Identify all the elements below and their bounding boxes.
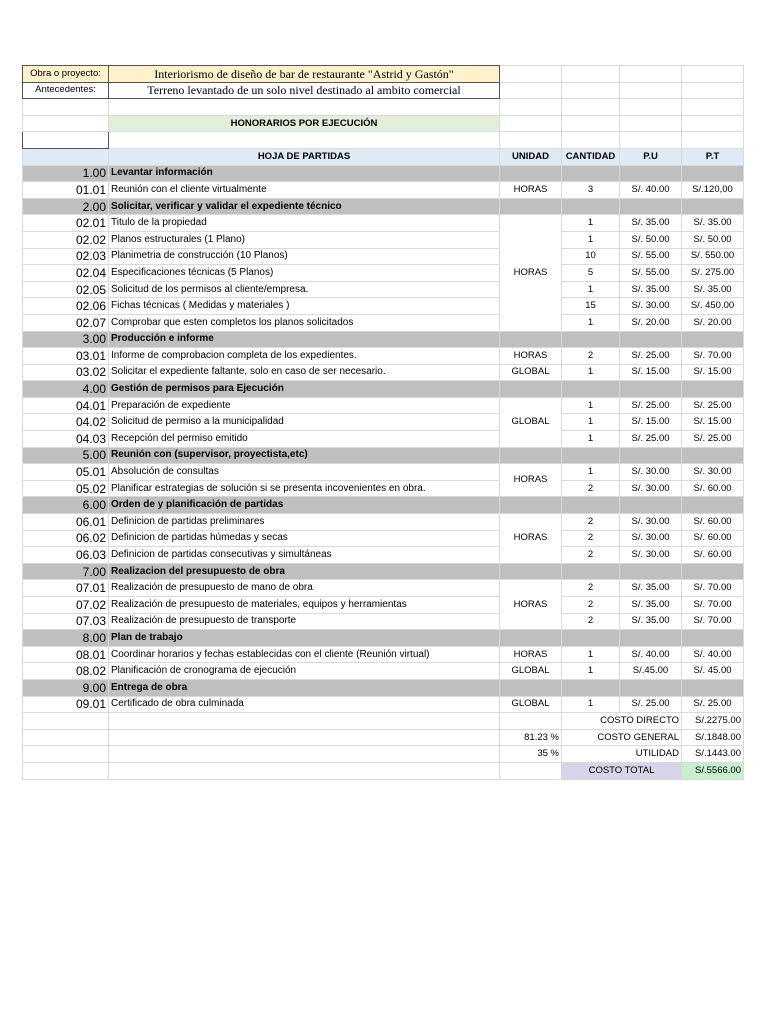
group-row xyxy=(23,198,744,215)
empty-cell xyxy=(682,132,744,149)
item-total-price: S/. 35.00 xyxy=(682,215,744,232)
item-total-price: S/. 15.00 xyxy=(682,364,744,381)
item-description[interactable]: Planimetria de construcción (10 Planos) xyxy=(109,248,500,265)
empty-cell xyxy=(682,82,744,99)
item-row xyxy=(23,215,744,232)
group-title: Realizacion del presupuesto de obra xyxy=(109,563,500,580)
header-hoja: HOJA DE PARTIDAS xyxy=(109,148,500,165)
item-description[interactable]: Definicion de partidas preliminares xyxy=(109,514,500,531)
item-code: 04.03 xyxy=(23,431,109,448)
item-row xyxy=(23,646,744,663)
item-total-price: S/. 25.00 xyxy=(682,696,744,713)
group-row xyxy=(23,563,744,580)
empty-cell xyxy=(23,115,109,132)
item-row xyxy=(23,314,744,331)
group-code: 3.00 xyxy=(23,331,109,348)
empty-cell xyxy=(500,563,562,580)
item-description[interactable]: Fichas técnicas ( Medidas y materiales ) xyxy=(109,298,500,315)
group-title: Levantar información xyxy=(109,165,500,182)
item-code: 04.02 xyxy=(23,414,109,431)
item-quantity[interactable]: 1 xyxy=(562,364,620,381)
empty-cell xyxy=(23,99,109,116)
item-quantity[interactable]: 1 xyxy=(562,314,620,331)
item-unit-price[interactable]: S/. 30.00 xyxy=(620,298,682,315)
empty-cell xyxy=(500,198,562,215)
empty-cell xyxy=(23,762,109,779)
item-description[interactable]: Planificación de cronograma de ejecución xyxy=(109,663,500,680)
item-code: 04.01 xyxy=(23,397,109,414)
item-code: 07.01 xyxy=(23,580,109,597)
empty-cell xyxy=(500,66,562,83)
empty-cell xyxy=(500,713,562,730)
item-row xyxy=(23,182,744,199)
item-code: 01.01 xyxy=(23,182,109,199)
item-quantity[interactable]: 10 xyxy=(562,248,620,265)
item-unit-price[interactable]: S/. 50.00 xyxy=(620,231,682,248)
item-total-price: S/. 20.00 xyxy=(682,314,744,331)
empty-cell xyxy=(562,447,620,464)
group-code: 9.00 xyxy=(23,679,109,696)
obra-value[interactable]: Interiorismo de diseño de bar de restaurante "Astrid y Gastón" xyxy=(109,66,500,83)
item-description[interactable]: Definicion de partidas consecutivas y simultáneas xyxy=(109,547,500,564)
item-row xyxy=(23,265,744,282)
group-title: Orden de y planificación de partidas xyxy=(109,497,500,514)
costo-directo-row xyxy=(23,713,744,730)
item-description[interactable]: Especificaciones técnicas (5 Planos) xyxy=(109,265,500,282)
item-total-price: S/. 60.00 xyxy=(682,480,744,497)
item-total-price: S/. 70.00 xyxy=(682,348,744,365)
item-row xyxy=(23,696,744,713)
empty-cell xyxy=(500,762,562,779)
empty-cell xyxy=(562,66,620,83)
item-total-price: S/. 50.00 xyxy=(682,231,744,248)
item-description[interactable]: Realización de presupuesto de mano de obra xyxy=(109,580,500,597)
item-description[interactable]: Realización de presupuesto de transporte xyxy=(109,613,500,630)
item-quantity[interactable]: 2 xyxy=(562,530,620,547)
empty-cell xyxy=(620,381,682,398)
item-description[interactable]: Absolución de consultas xyxy=(109,464,500,481)
empty-cell xyxy=(109,99,500,116)
item-quantity[interactable]: 1 xyxy=(562,414,620,431)
item-total-price: S/.120,00 xyxy=(682,182,744,199)
item-code: 02.07 xyxy=(23,314,109,331)
item-row xyxy=(23,397,744,414)
item-unit: HORAS xyxy=(500,580,562,630)
budget-sheet xyxy=(22,65,744,780)
item-code: 02.06 xyxy=(23,298,109,315)
antecedentes-value[interactable]: Terreno levantado de un solo nivel destinado al ambito comercial xyxy=(109,82,500,99)
empty-cell xyxy=(620,132,682,149)
item-row xyxy=(23,663,744,680)
empty-cell xyxy=(682,115,744,132)
item-total-price: S/. 40.00 xyxy=(682,646,744,663)
empty-cell xyxy=(500,447,562,464)
empty-cell xyxy=(562,497,620,514)
item-description[interactable]: Certificado de obra culminada xyxy=(109,696,500,713)
item-code: 03.02 xyxy=(23,364,109,381)
item-row xyxy=(23,480,744,497)
item-code: 05.01 xyxy=(23,464,109,481)
empty-cell xyxy=(682,66,744,83)
item-unit: HORAS xyxy=(500,348,562,365)
empty-cell xyxy=(682,679,744,696)
item-code: 02.04 xyxy=(23,265,109,282)
item-unit-price[interactable]: S/. 30.00 xyxy=(620,464,682,481)
item-code: 06.01 xyxy=(23,514,109,531)
empty-cell xyxy=(620,331,682,348)
item-quantity[interactable]: 1 xyxy=(562,464,620,481)
empty-cell xyxy=(682,447,744,464)
item-unit-price[interactable]: S/. 30.00 xyxy=(620,547,682,564)
empty-cell xyxy=(109,762,500,779)
item-unit-price[interactable]: S/. 30.00 xyxy=(620,514,682,531)
item-quantity[interactable]: 2 xyxy=(562,597,620,614)
item-unit-price[interactable]: S/. 35.00 xyxy=(620,215,682,232)
empty-cell xyxy=(562,331,620,348)
item-description[interactable]: Reunión con el cliente virtualmente xyxy=(109,182,500,199)
item-total-price: S/. 25.00 xyxy=(682,431,744,448)
empty-cell xyxy=(682,198,744,215)
empty-cell xyxy=(682,165,744,182)
item-unit: HORAS xyxy=(500,182,562,199)
header-pu: P.U xyxy=(620,148,682,165)
costo-general-label: COSTO GENERAL xyxy=(562,729,682,746)
item-unit-price[interactable]: S/. 35.00 xyxy=(620,281,682,298)
empty-cell xyxy=(682,99,744,116)
item-unit: GLOBAL xyxy=(500,696,562,713)
item-row xyxy=(23,464,744,481)
item-code: 07.02 xyxy=(23,597,109,614)
item-description[interactable]: Recepción del permiso emitido xyxy=(109,431,500,448)
empty-cell xyxy=(500,630,562,647)
group-code: 1.00 xyxy=(23,165,109,182)
item-unit-price[interactable]: S/. 55.00 xyxy=(620,248,682,265)
empty-cell xyxy=(500,331,562,348)
item-code: 08.02 xyxy=(23,663,109,680)
empty-cell xyxy=(682,331,744,348)
item-quantity[interactable]: 1 xyxy=(562,215,620,232)
item-total-price: S/. 70.00 xyxy=(682,580,744,597)
item-description[interactable]: Solicitud de los permisos al cliente/empresa. xyxy=(109,281,500,298)
item-unit: HORAS xyxy=(500,464,562,497)
item-description[interactable]: Coordinar horarios y fechas establecidas con el cliente (Reunión virtual) xyxy=(109,646,500,663)
empty-cell xyxy=(620,115,682,132)
empty-cell xyxy=(109,132,500,149)
item-code: 05.02 xyxy=(23,480,109,497)
item-description[interactable]: Comprobar que esten completos los planos solicitados xyxy=(109,314,500,331)
project-row xyxy=(23,66,744,83)
item-quantity[interactable]: 2 xyxy=(562,348,620,365)
item-quantity[interactable]: 1 xyxy=(562,397,620,414)
costo-general-row xyxy=(23,729,744,746)
empty-cell xyxy=(500,132,562,149)
empty-cell xyxy=(562,563,620,580)
item-row xyxy=(23,414,744,431)
item-row xyxy=(23,348,744,365)
empty-cell xyxy=(620,679,682,696)
group-row xyxy=(23,331,744,348)
group-row xyxy=(23,630,744,647)
item-code: 02.02 xyxy=(23,231,109,248)
item-quantity[interactable]: 2 xyxy=(562,547,620,564)
empty-cell xyxy=(500,99,562,116)
item-quantity[interactable]: 1 xyxy=(562,281,620,298)
item-quantity[interactable]: 2 xyxy=(562,480,620,497)
empty-cell xyxy=(23,148,109,165)
empty-cell xyxy=(562,115,620,132)
empty-cell xyxy=(23,132,109,149)
item-total-price: S/. 70.00 xyxy=(682,597,744,614)
empty-cell xyxy=(620,198,682,215)
item-code: 02.01 xyxy=(23,215,109,232)
group-code: 8.00 xyxy=(23,630,109,647)
item-row xyxy=(23,580,744,597)
group-title: Reunión con (supervisor, proyectista,etc) xyxy=(109,447,500,464)
item-unit-price[interactable]: S/. 15.00 xyxy=(620,414,682,431)
item-row xyxy=(23,298,744,315)
empty-cell xyxy=(562,82,620,99)
costo-directo-label: COSTO DIRECTO xyxy=(562,713,682,730)
empty-cell xyxy=(500,381,562,398)
item-quantity[interactable]: 1 xyxy=(562,663,620,680)
item-unit-price[interactable]: S/. 20.00 xyxy=(620,314,682,331)
group-title: Gestión de permisos para Ejecución xyxy=(109,381,500,398)
empty-cell xyxy=(500,82,562,99)
empty-cell xyxy=(109,713,500,730)
group-title: Producción e informe xyxy=(109,331,500,348)
item-quantity[interactable]: 15 xyxy=(562,298,620,315)
item-row xyxy=(23,613,744,630)
item-row xyxy=(23,364,744,381)
antecedentes-row xyxy=(23,82,744,99)
group-row xyxy=(23,165,744,182)
item-quantity[interactable]: 1 xyxy=(562,646,620,663)
item-unit-price[interactable]: S/. 35.00 xyxy=(620,580,682,597)
group-row xyxy=(23,679,744,696)
item-code: 03.01 xyxy=(23,348,109,365)
utilidad-row xyxy=(23,746,744,763)
header-unidad: UNIDAD xyxy=(500,148,562,165)
empty-cell xyxy=(23,746,109,763)
item-quantity[interactable]: 5 xyxy=(562,265,620,282)
item-unit: GLOBAL xyxy=(500,364,562,381)
item-quantity[interactable]: 1 xyxy=(562,696,620,713)
item-quantity[interactable]: 2 xyxy=(562,514,620,531)
empty-cell xyxy=(620,66,682,83)
empty-cell xyxy=(620,82,682,99)
utilidad-pct: 35 % xyxy=(500,746,562,763)
item-code: 02.05 xyxy=(23,281,109,298)
item-quantity[interactable]: 2 xyxy=(562,613,620,630)
item-description[interactable]: Titulo de la propiedad xyxy=(109,215,500,232)
item-unit-price[interactable]: S/. 30.00 xyxy=(620,530,682,547)
group-code: 2.00 xyxy=(23,198,109,215)
item-description[interactable]: Preparación de expediente xyxy=(109,397,500,414)
empty-cell xyxy=(620,165,682,182)
empty-cell xyxy=(562,198,620,215)
item-total-price: S/. 70.00 xyxy=(682,613,744,630)
item-unit-price[interactable]: S/.45.00 xyxy=(620,663,682,680)
item-row xyxy=(23,597,744,614)
item-unit: GLOBAL xyxy=(500,663,562,680)
empty-cell xyxy=(562,630,620,647)
item-unit-price[interactable]: S/. 40.00 xyxy=(620,646,682,663)
item-total-price: S/. 60.00 xyxy=(682,547,744,564)
empty-cell xyxy=(620,563,682,580)
group-title: Plan de trabajo xyxy=(109,630,500,647)
item-code: 06.02 xyxy=(23,530,109,547)
item-quantity[interactable]: 1 xyxy=(562,231,620,248)
group-code: 4.00 xyxy=(23,381,109,398)
item-total-price: S/. 45.00 xyxy=(682,663,744,680)
costo-total-value: S/.5566.00 xyxy=(682,762,744,779)
header-pt: P.T xyxy=(682,148,744,165)
costo-directo-value: S/.2275.00 xyxy=(682,713,744,730)
item-row xyxy=(23,530,744,547)
item-description[interactable]: Solicitud de permiso a la municipalidad xyxy=(109,414,500,431)
items-body xyxy=(23,165,744,713)
item-description[interactable]: Solicitar el expediente faltante, solo en caso de ser necesario. xyxy=(109,364,500,381)
antecedentes-label: Antecedentes: xyxy=(23,82,109,99)
empty-cell xyxy=(500,679,562,696)
item-row xyxy=(23,547,744,564)
group-code: 5.00 xyxy=(23,447,109,464)
item-unit-price[interactable]: S/. 40.00 xyxy=(620,182,682,199)
item-description[interactable]: Planificar estrategias de solución si se presenta incovenientes en obra. xyxy=(109,480,500,497)
empty-cell xyxy=(562,679,620,696)
item-total-price: S/. 25.00 xyxy=(682,397,744,414)
item-total-price: S/. 550.00 xyxy=(682,248,744,265)
item-total-price: S/. 60.00 xyxy=(682,514,744,531)
empty-cell xyxy=(620,99,682,116)
item-unit: HORAS xyxy=(500,215,562,331)
item-code: 06.03 xyxy=(23,547,109,564)
empty-cell xyxy=(682,630,744,647)
empty-cell xyxy=(682,563,744,580)
item-code: 09.01 xyxy=(23,696,109,713)
empty-cell xyxy=(109,746,500,763)
group-row xyxy=(23,497,744,514)
item-quantity[interactable]: 3 xyxy=(562,182,620,199)
empty-cell xyxy=(562,381,620,398)
item-unit: HORAS xyxy=(500,646,562,663)
group-title: Solicitar, verificar y validar el expediente técnico xyxy=(109,198,500,215)
item-unit: GLOBAL xyxy=(500,397,562,447)
header-cantidad: CANTIDAD xyxy=(562,148,620,165)
item-total-price: S/. 35.00 xyxy=(682,281,744,298)
item-total-price: S/. 275.00 xyxy=(682,265,744,282)
group-row xyxy=(23,381,744,398)
empty-cell xyxy=(500,165,562,182)
empty-cell xyxy=(23,713,109,730)
item-unit-price[interactable]: S/. 25.00 xyxy=(620,696,682,713)
empty-cell xyxy=(500,497,562,514)
header-row xyxy=(23,148,744,165)
item-unit: HORAS xyxy=(500,514,562,564)
costo-general-pct: 81.23 % xyxy=(500,729,562,746)
item-total-price: S/. 450.00 xyxy=(682,298,744,315)
item-description[interactable]: Informe de comprobacion completa de los expedientes. xyxy=(109,348,500,365)
costo-total-label: COSTO TOTAL xyxy=(562,762,682,779)
empty-cell xyxy=(23,729,109,746)
item-unit-price[interactable]: S/. 35.00 xyxy=(620,597,682,614)
item-description[interactable]: Planos estructurales (1 Plano) xyxy=(109,231,500,248)
item-description[interactable]: Realización de presupuesto de materiales, equipos y herramientas xyxy=(109,597,500,614)
empty-cell xyxy=(562,132,620,149)
item-unit-price[interactable]: S/. 25.00 xyxy=(620,431,682,448)
item-unit-price[interactable]: S/. 15.00 xyxy=(620,364,682,381)
group-code: 7.00 xyxy=(23,563,109,580)
empty-cell xyxy=(500,115,562,132)
empty-cell xyxy=(562,165,620,182)
item-total-price: S/. 30.00 xyxy=(682,464,744,481)
item-code: 02.03 xyxy=(23,248,109,265)
empty-cell xyxy=(682,381,744,398)
section-title-row xyxy=(23,115,744,132)
item-unit-price[interactable]: S/. 25.00 xyxy=(620,397,682,414)
item-total-price: S/. 60.00 xyxy=(682,530,744,547)
item-total-price: S/. 15.00 xyxy=(682,414,744,431)
item-unit-price[interactable]: S/. 25.00 xyxy=(620,348,682,365)
item-description[interactable]: Definicion de partidas húmedas y secas xyxy=(109,530,500,547)
spacer-row xyxy=(23,99,744,116)
item-row xyxy=(23,248,744,265)
item-code: 08.01 xyxy=(23,646,109,663)
item-row xyxy=(23,514,744,531)
empty-cell xyxy=(620,630,682,647)
item-unit-price[interactable]: S/. 30.00 xyxy=(620,480,682,497)
item-row xyxy=(23,231,744,248)
spacer-row xyxy=(23,132,744,149)
item-row xyxy=(23,431,744,448)
item-row xyxy=(23,281,744,298)
group-row xyxy=(23,447,744,464)
empty-cell xyxy=(620,447,682,464)
item-code: 07.03 xyxy=(23,613,109,630)
utilidad-label: UTILIDAD xyxy=(562,746,682,763)
obra-label: Obra o proyecto: xyxy=(23,66,109,83)
empty-cell xyxy=(682,497,744,514)
group-code: 6.00 xyxy=(23,497,109,514)
costo-general-value: S/.1848.00 xyxy=(682,729,744,746)
empty-cell xyxy=(620,497,682,514)
section-title: HONORARIOS POR EJECUCIÓN xyxy=(109,115,500,132)
totals-body xyxy=(23,713,744,779)
utilidad-value: S/.1443.00 xyxy=(682,746,744,763)
sheet-body xyxy=(23,66,744,166)
empty-cell xyxy=(109,729,500,746)
item-unit-price[interactable]: S/. 35.00 xyxy=(620,613,682,630)
empty-cell xyxy=(562,99,620,116)
costo-total-row xyxy=(23,762,744,779)
group-title: Entrega de obra xyxy=(109,679,500,696)
item-quantity[interactable]: 1 xyxy=(562,431,620,448)
item-quantity[interactable]: 2 xyxy=(562,580,620,597)
item-unit-price[interactable]: S/. 55.00 xyxy=(620,265,682,282)
